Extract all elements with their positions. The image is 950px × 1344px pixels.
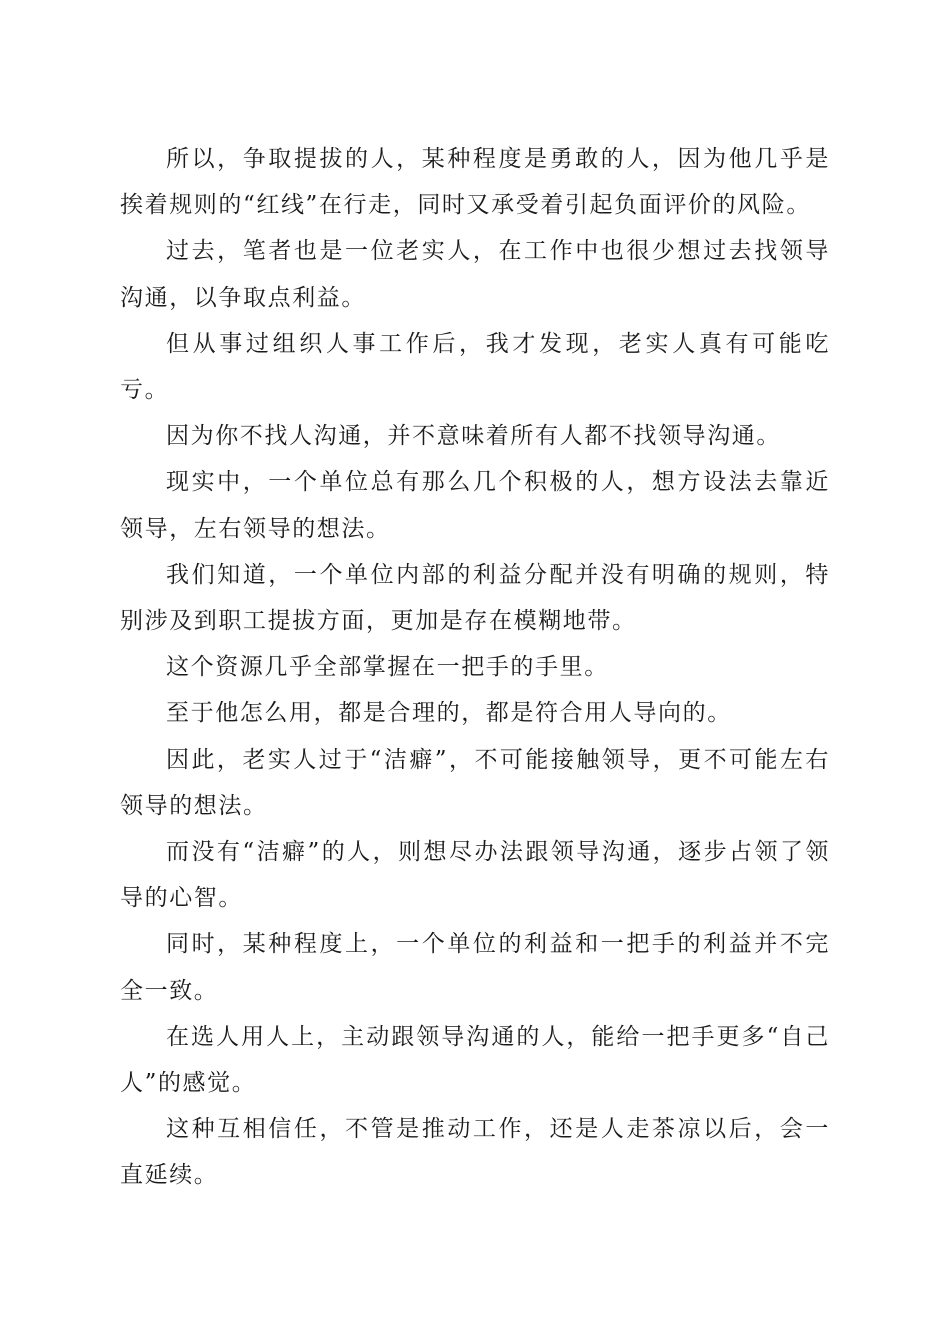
paragraph: 因此，老实人过于“洁癖”，不可能接触领导，更不可能左右领导的想法。 — [120, 746, 830, 819]
paragraph: 但从事过组织人事工作后，我才发现，老实人真有可能吃亏。 — [120, 330, 830, 404]
paragraph: 因为你不找人沟通，并不意味着所有人都不找领导沟通。 — [166, 423, 781, 450]
paragraph: 至于他怎么用，都是合理的，都是符合用人导向的。 — [166, 700, 732, 727]
paragraph: 所以，争取提拔的人，某种程度是勇敢的人，因为他几乎是挨着规则的“红线”在行走，同时又承受着引起负面评价的风险。 — [120, 146, 830, 219]
paragraph: 同时，某种程度上，一个单位的利益和一把手的利益并不完全一致。 — [120, 931, 830, 1004]
paragraph: 现实中，一个单位总有那么几个积极的人，想方设法去靠近领导，左右领导的想法。 — [120, 469, 830, 542]
paragraph: 我们知道，一个单位内部的利益分配并没有明确的规则，特别涉及到职工提拔方面，更加是存在模糊地带。 — [120, 561, 830, 635]
document-body — [120, 136, 830, 1199]
paragraph: 这个资源几乎全部掌握在一把手的手里。 — [166, 654, 609, 681]
paragraph: 过去，笔者也是一位老实人，在工作中也很少想过去找领导沟通，以争取点利益。 — [120, 238, 830, 311]
paragraph: 在选人用人上，主动跟领导沟通的人，能给一把手更多“自己人”的感觉。 — [120, 1023, 830, 1097]
paragraph: 这种互相信任，不管是推动工作，还是人走茶凉以后，会一直延续。 — [120, 1116, 830, 1189]
paragraph: 而没有“洁癖”的人，则想尽办法跟领导沟通，逐步占领了领导的心智。 — [120, 839, 830, 912]
